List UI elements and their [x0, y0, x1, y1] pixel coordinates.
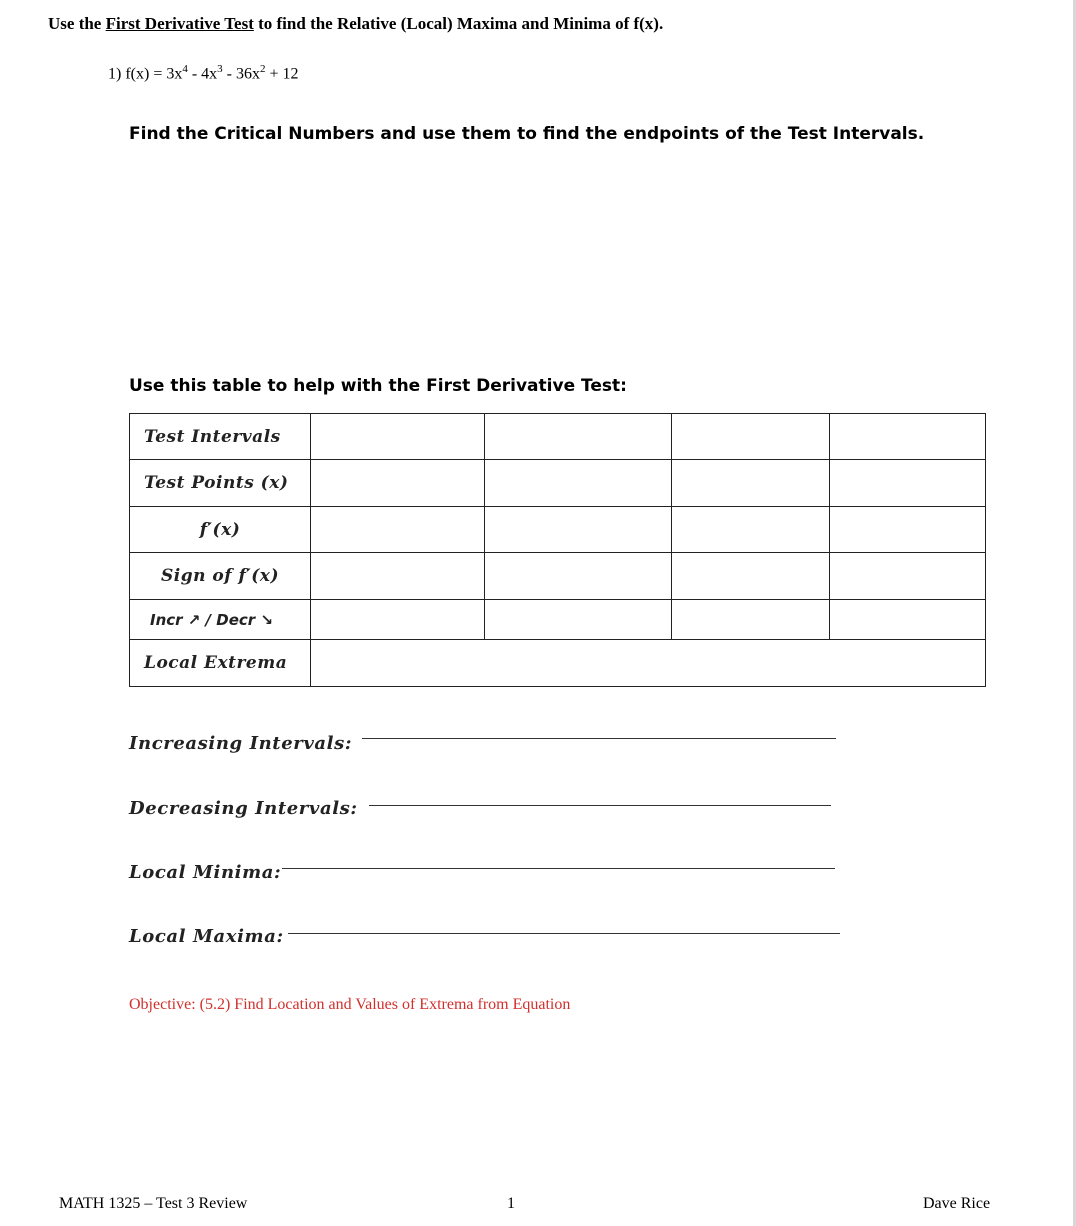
table-cell-merged[interactable] [311, 640, 986, 687]
first-derivative-table [129, 413, 986, 687]
table-row-local-extrema [130, 640, 986, 687]
table-cell[interactable] [672, 553, 830, 600]
table-cell[interactable] [672, 507, 830, 553]
page-heading: Use the First Derivative Test to find the Relative (Local) Maxima and Minima of f(x). [48, 14, 664, 33]
table-cell[interactable] [830, 507, 986, 553]
table-cell[interactable] [311, 553, 485, 600]
decreasing-intervals-answer-line[interactable] [369, 805, 831, 806]
table-cell[interactable] [311, 460, 485, 507]
row-label-local-extrema: Local Extrema [130, 640, 311, 687]
table-cell[interactable] [485, 460, 672, 507]
table-cell[interactable] [830, 414, 986, 460]
first-derivative-test-link[interactable]: First Derivative Test [105, 14, 254, 33]
table-cell[interactable] [311, 507, 485, 553]
table-cell[interactable] [672, 600, 830, 640]
table-row-sign [130, 553, 986, 600]
table-cell[interactable] [311, 414, 485, 460]
table-cell[interactable] [830, 600, 986, 640]
row-label-sign: Sign of f′(x) [130, 553, 311, 600]
decreasing-intervals-label: Decreasing Intervals: [129, 798, 358, 819]
footer-page-number: 1 [507, 1195, 515, 1212]
row-label-test-points: Test Points (x) [130, 460, 311, 507]
increasing-intervals-label: Increasing Intervals: [129, 733, 353, 754]
local-maxima-label: Local Maxima: [129, 926, 284, 947]
table-cell[interactable] [672, 460, 830, 507]
critical-numbers-instruction: Find the Critical Numbers and use them to find the endpoints of the Test Intervals. [129, 124, 925, 144]
footer-course: MATH 1325 – Test 3 Review [59, 1195, 248, 1212]
local-maxima-answer-line[interactable] [288, 933, 840, 934]
problem-statement: 1) $f(x) = 3x^4 - 4x^3 - 36x^2 + 12$ [108, 63, 299, 83]
objective-text: Objective: (5.2) Find Location and Values of Extrema from Equation [129, 996, 571, 1013]
table-cell[interactable] [311, 600, 485, 640]
table-cell[interactable] [485, 600, 672, 640]
table-row-derivative [130, 507, 986, 553]
table-cell[interactable] [485, 507, 672, 553]
table-cell[interactable] [672, 414, 830, 460]
table-cell[interactable] [485, 414, 672, 460]
row-label-incr-decr: Incr ↗ / Decr ↘ [130, 600, 311, 640]
footer-author: Dave Rice [923, 1195, 991, 1212]
local-minima-answer-line[interactable] [282, 868, 835, 869]
table-cell[interactable] [830, 460, 986, 507]
increasing-intervals-answer-line[interactable] [362, 738, 836, 739]
local-minima-label: Local Minima: [129, 862, 282, 883]
table-row-test-points [130, 460, 986, 507]
table-row-test-intervals [130, 414, 986, 460]
table-cell[interactable] [830, 553, 986, 600]
row-label-test-intervals: Test Intervals [130, 414, 311, 460]
table-caption: Use this table to help with the First Derivative Test: [129, 376, 627, 396]
row-label-derivative: f′(x) [130, 507, 311, 553]
table-cell[interactable] [485, 553, 672, 600]
table-row-incr-decr [130, 600, 986, 640]
